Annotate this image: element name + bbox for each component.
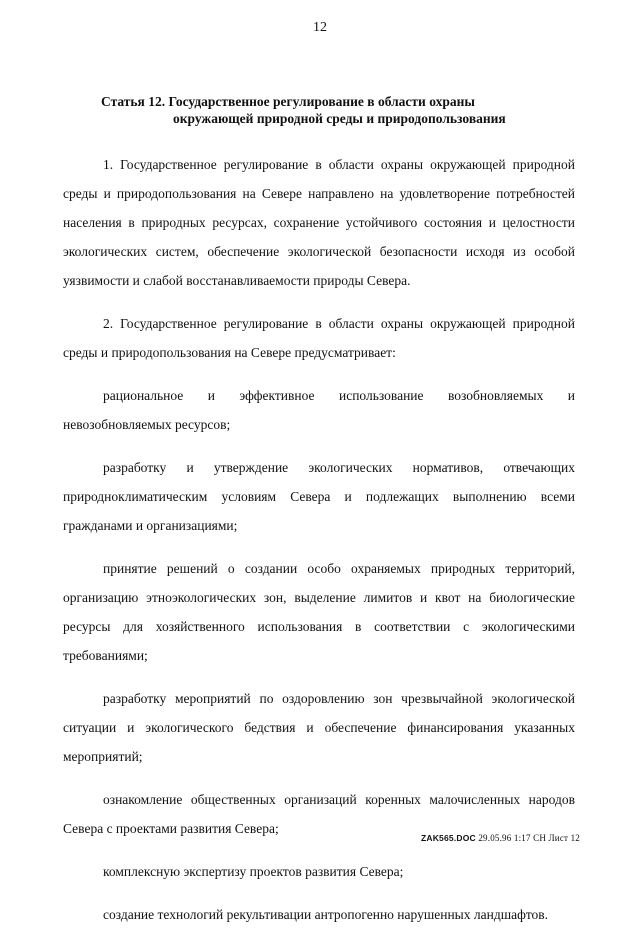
paragraph-1: 1. Государственное регулирование в области охраны окружающей природной среды и природопользования на Севере направлено на удовлетворение потребностей населения в природных ресурсах, сохранение устойчивого состояния и целостности экологических систем, обеспечение экологической безопасности исходя из особой уязвимости и слабой восстанавливаемости природы Севера. xyxy=(63,157,575,288)
list-item-protected-territories: принятие решений о создании особо охраняемых природных территорий, организацию этноэкологических зон, выделение лимитов и квот на биологические ресурсы для хозяйственного использования в соответствии с экологическими требованиями; xyxy=(63,561,575,663)
list-item-expertise: комплексную экспертизу проектов развития Севера; xyxy=(103,864,404,879)
paragraph-2: 2. Государственное регулирование в области охраны окружающей природной среды и природопользования на Севере предусматривает: xyxy=(63,316,575,360)
article-heading xyxy=(101,93,571,127)
footer-file-code: ZAK565.DOC xyxy=(420,833,476,843)
list-item-indigenous-organizations: ознакомление общественных организаций коренных малочисленных народов Севера с проектами развития Севера; xyxy=(63,792,575,836)
page-number: 12 xyxy=(313,20,327,35)
article-heading-line-1: Статья 12. Государственное регулирование в области охраны xyxy=(101,94,475,109)
list-item-rational-use: рациональное и эффективное использование возобновляемых и невозобновляемых ресурсов; xyxy=(63,388,575,432)
list-item-ecological-norms: разработку и утверждение экологических нормативов, отвечающих природноклиматическим условиям Севера и подлежащих выполнению всеми гражданами и организациями; xyxy=(63,460,575,533)
list-item-emergency-zones: разработку мероприятий по оздоровлению зон чрезвычайной экологической ситуации и экологического бедствия и обеспечение финансирования указанных мероприятий; xyxy=(63,691,575,764)
document-footer xyxy=(421,833,580,843)
footer-sheet: Лист 12 xyxy=(548,833,580,843)
footer-meta: 29.05.96 1:17 CH xyxy=(478,833,547,843)
article-heading-line-2: окружающей природной среды и природопользования xyxy=(173,111,506,126)
list-item-recultivation: создание технологий рекультивации антропогенно нарушенных ландшафтов. xyxy=(103,907,549,922)
article-body xyxy=(63,150,575,929)
